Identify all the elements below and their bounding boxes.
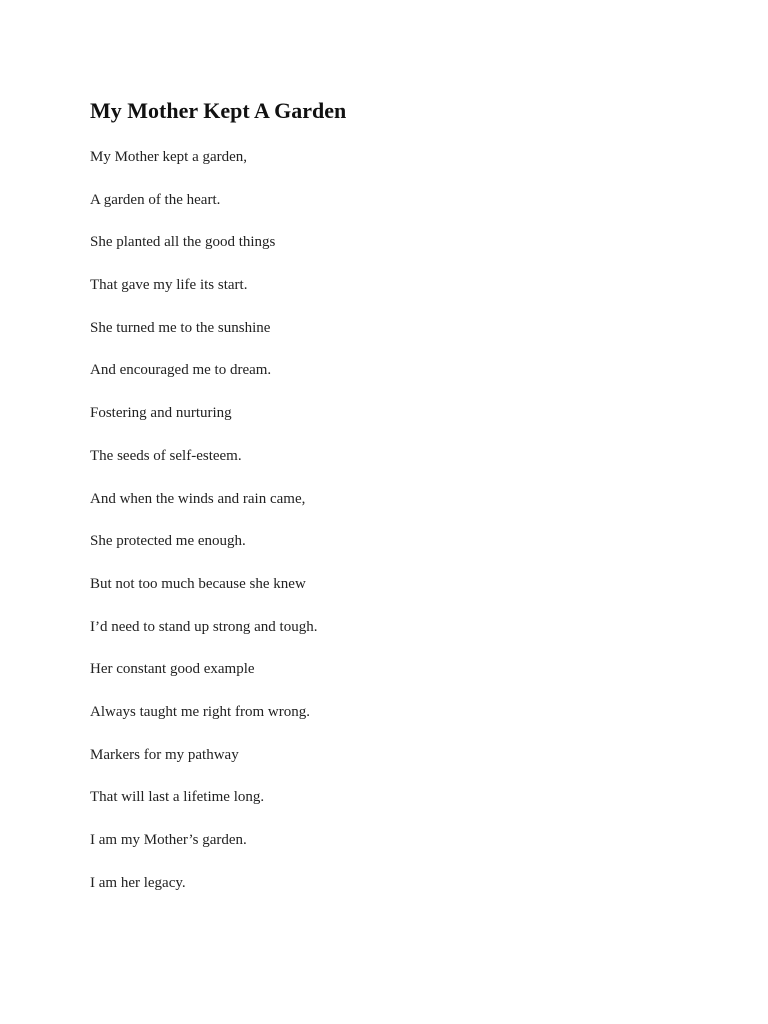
poem-line: Fostering and nurturing bbox=[90, 405, 232, 422]
poem-line: My Mother kept a garden, bbox=[90, 149, 248, 165]
poem-line: I am her legacy. bbox=[90, 874, 186, 891]
poem-line: A garden of the heart. bbox=[90, 191, 221, 208]
poem-line: She protected me enough. bbox=[90, 533, 246, 550]
poem-line: Markers for my pathway bbox=[90, 746, 239, 763]
poem-line: She planted all the good things bbox=[90, 234, 276, 251]
poem-line: I’d need to stand up strong and tough. bbox=[90, 618, 318, 635]
poem-line: But not too much because she knew bbox=[90, 575, 306, 592]
poem-line: She turned me to the sunshine bbox=[90, 319, 271, 336]
poem-body bbox=[90, 144, 317, 912]
poem-line: That will last a lifetime long. bbox=[90, 789, 265, 806]
poem-line: I am my Mother’s garden. bbox=[90, 832, 247, 848]
poem-line: The seeds of self-esteem. bbox=[90, 447, 242, 464]
poem-line: Always taught me right from wrong. bbox=[90, 703, 310, 720]
poem-line: And when the winds and rain came, bbox=[90, 490, 306, 507]
poem-title: My Mother Kept A Garden bbox=[90, 98, 347, 123]
poem-line: Her constant good example bbox=[90, 661, 255, 678]
poem-line: And encouraged me to dream. bbox=[90, 362, 272, 379]
poem-line: That gave my life its start. bbox=[90, 277, 248, 294]
